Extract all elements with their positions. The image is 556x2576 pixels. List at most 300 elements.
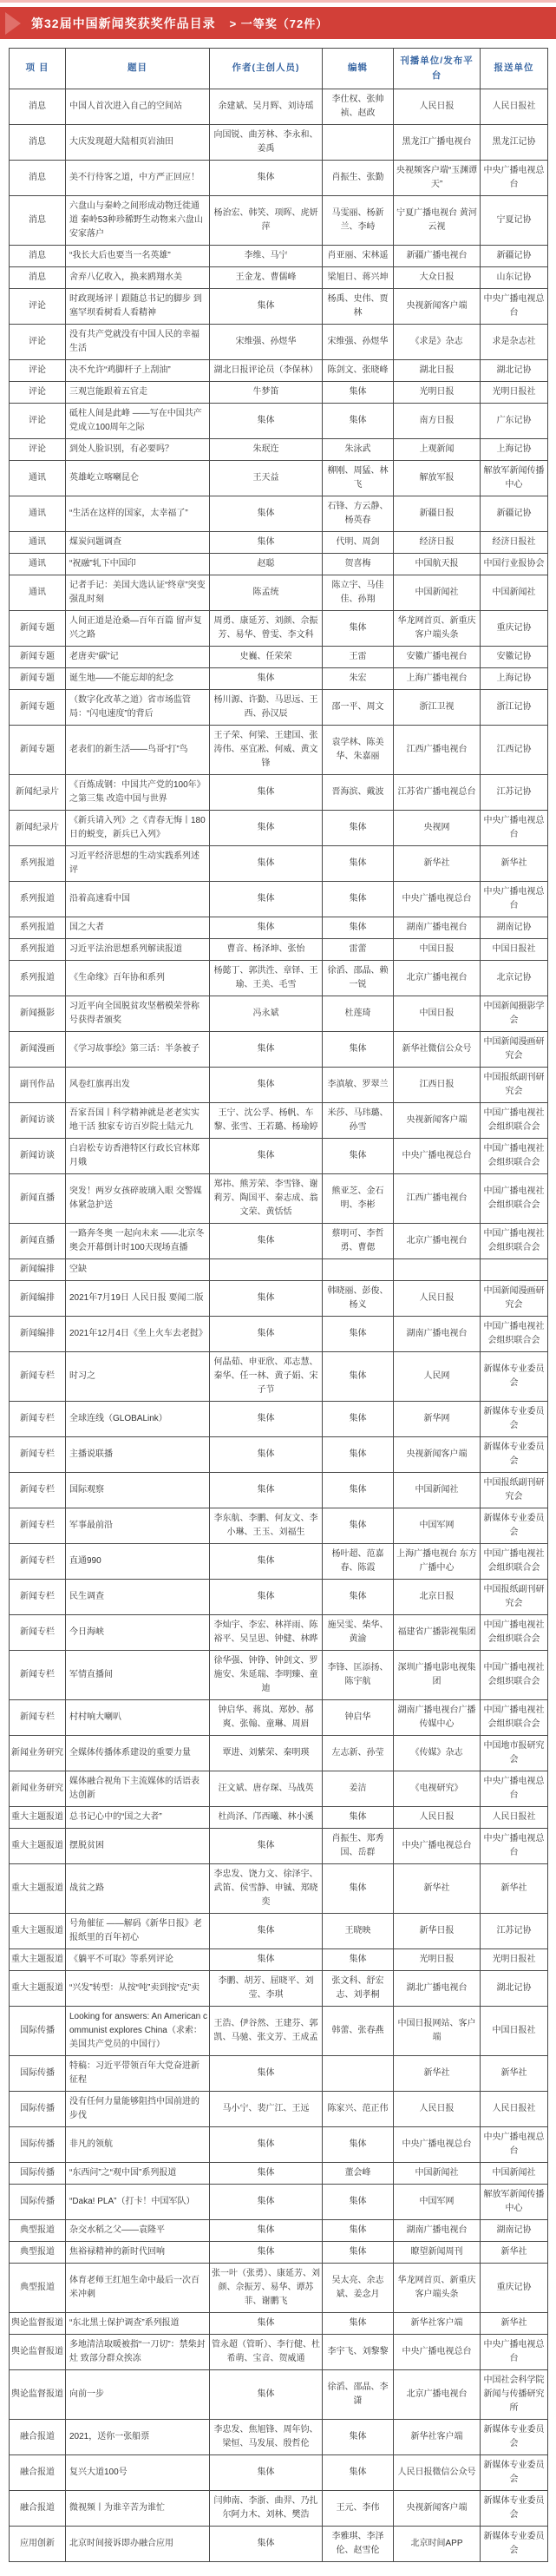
table-row — [10, 1138, 548, 1173]
table-row — [10, 1970, 548, 2006]
table-cell: 集体 — [210, 1913, 323, 1948]
table-cell: 集体 — [210, 2526, 323, 2561]
table-cell: 应用创新 — [10, 2526, 66, 2561]
table-cell: 北京广播电视台 — [394, 1223, 481, 1258]
table-row — [10, 1102, 548, 1138]
table-cell: 新闻专栏 — [10, 1543, 66, 1579]
table-cell: 南方日报 — [394, 403, 481, 438]
table-cell: 中央广播电视总台 — [481, 2126, 548, 2162]
table-cell: 集体 — [210, 1280, 323, 1316]
table-cell: 突发！两岁女孩碎玻璃入眼 交警媒体紧急护送 — [66, 1173, 210, 1223]
table-cell: 华龙网首页、新重庆客户端头条 — [394, 610, 481, 646]
table-row — [10, 553, 548, 575]
table-row — [10, 1806, 548, 1828]
table-cell: 吴太亮、余志斌、姜念月 — [323, 2263, 394, 2312]
table-row — [10, 2006, 548, 2055]
table-cell: 新华社 — [394, 1863, 481, 1913]
table-cell: 新华社微信公众号 — [394, 1031, 481, 1067]
table-cell: 新闻专栏 — [10, 1579, 66, 1614]
table-cell: 中央广播电视总台 — [481, 160, 548, 195]
table-cell: 《百炼成钢：中国共产党的100年》之第三集 改造中国与世界 — [66, 774, 210, 810]
table-cell: 李滇敏、罗翠兰 — [323, 1067, 394, 1102]
table-cell: 钟启华、蒋岚、郑妙、郝爽、张翰、童琳、周眉 — [210, 1699, 323, 1735]
table-cell: 王元、李伟 — [323, 2490, 394, 2526]
table-cell: 朱泳武 — [323, 438, 394, 460]
column-header-2: 作者(主创人员) — [210, 49, 323, 89]
table-cell: 人民日报 — [394, 89, 481, 124]
table-cell: 上海广播电视台 东方广播中心 — [394, 1543, 481, 1579]
table-cell: 杨懿丁、郭洪泩、章铎、王瑜、王美、毛雪 — [210, 960, 323, 996]
table-cell: 王浩、伊谷然、王建芬、郭凯、马驰、张文芳、王成孟 — [210, 2006, 323, 2055]
table-cell: 肖亚丽、宋林遥 — [323, 245, 394, 266]
table-cell: 消息 — [10, 124, 66, 160]
table-cell: 新疆记协 — [481, 496, 548, 531]
table-cell: 新闻纪录片 — [10, 774, 66, 810]
table-cell: 江苏记协 — [481, 1913, 548, 1948]
table-cell: 中央广播电视总台 — [394, 1138, 481, 1173]
table-cell: 北京记协 — [481, 960, 548, 996]
table-cell: 人民日报微信公众号 — [394, 2454, 481, 2490]
table-cell: 覃进、刘紫荣、秦明瑛 — [210, 1735, 323, 1771]
table-cell: 集体 — [323, 1806, 394, 1828]
table-cell: 摆脱贫困 — [66, 1828, 210, 1863]
table-cell: 老表们的新生活——鸟哥“打”鸟 — [66, 725, 210, 774]
table-cell: 北京时间接诉即办融合应用 — [66, 2526, 210, 2561]
table-cell: 中国军网 — [394, 2184, 481, 2219]
table-cell: 重大主题报道 — [10, 1948, 66, 1970]
table-cell: 米莎、马玮璐、孙雪 — [323, 1102, 394, 1138]
table-cell: 北京日报 — [394, 1579, 481, 1614]
table-cell: 新闻专题 — [10, 646, 66, 667]
table-cell: 张一叶（张勇）、康延芳、刘颜、佘振芳、易华、谭苏菲、谢鹏飞 — [210, 2263, 323, 2312]
table-cell: 国际传播 — [10, 2006, 66, 2055]
table-cell: 姜洁 — [323, 1771, 394, 1806]
table-cell: 煤炭问题调查 — [66, 531, 210, 553]
table-cell: 2021年12月4日《坐上火车去老挝》 — [66, 1316, 210, 1351]
table-cell: 集体 — [323, 1508, 394, 1543]
table-row — [10, 2126, 548, 2162]
table-cell: 评论 — [10, 438, 66, 460]
table-cell: 重庆记协 — [481, 610, 548, 646]
table-cell: 陈孟统 — [210, 575, 323, 610]
column-header-0: 项 目 — [10, 49, 66, 89]
table-cell: 北京广播电视台 — [394, 2369, 481, 2419]
table-cell: 新闻专栏 — [10, 1508, 66, 1543]
breadcrumb-first-prize[interactable]: > 一等奖（72件） — [229, 17, 329, 30]
table-cell: 中国社会科学院新闻与传播研究所 — [481, 2369, 548, 2419]
table-row — [10, 2419, 548, 2454]
table-cell: 上海记协 — [481, 438, 548, 460]
table-cell: 新华社客户端 — [394, 2312, 481, 2334]
table-cell: 系列报道 — [10, 917, 66, 938]
table-cell: 六盘山与秦岭之间形成动物迁徙通道 秦岭53种珍稀野生动物来六盘山安家落户 — [66, 195, 210, 245]
table-cell: 中国日报社 — [481, 938, 548, 960]
table-cell: 消息 — [10, 245, 66, 266]
table-cell: 集体 — [210, 403, 323, 438]
table-cell: 集体 — [323, 1579, 394, 1614]
table-cell: 向国锐、曲芳林、李永和、姜禹 — [210, 124, 323, 160]
table-cell: 复兴大道100号 — [66, 2454, 210, 2490]
table-cell: 中央广播电视总台 — [394, 881, 481, 917]
table-cell: 中国新闻社 — [394, 575, 481, 610]
table-cell: 余建斌、吴月辉、刘诗瑶 — [210, 89, 323, 124]
table-cell: 何晶茹、申亚欣、邓志慧、秦华、任一林、黄子娟、宋子节 — [210, 1351, 323, 1401]
table-cell: 王晓映 — [323, 1913, 394, 1948]
table-row — [10, 2526, 548, 2561]
table-cell: 集体 — [210, 1472, 323, 1508]
table-cell: 舆论监督报道 — [10, 2369, 66, 2419]
table-cell: 徐滔、邵晶、李潇 — [323, 2369, 394, 2419]
table-cell: 新华社客户端 — [394, 2419, 481, 2454]
table-cell: 新媒体专业委员会 — [481, 1401, 548, 1436]
table-cell: 新闻业务研究 — [10, 1771, 66, 1806]
table-cell: 湖南广播电视台 — [394, 2219, 481, 2241]
table-cell: 国际传播 — [10, 2162, 66, 2184]
table-cell: 李宇飞、刘黎黎 — [323, 2334, 394, 2369]
table-cell: 施吴雯、柴华、黄渝 — [323, 1614, 394, 1650]
table-cell: 典型报道 — [10, 2241, 66, 2263]
table-cell: 集体 — [323, 2241, 394, 2263]
table-cell: 求是杂志社 — [481, 324, 548, 359]
table-row — [10, 1067, 548, 1102]
table-cell: 没有共产党就没有中国人民的幸福生活 — [66, 324, 210, 359]
table-cell: 英雄屹立喀喇昆仑 — [66, 460, 210, 496]
table-cell: 新华社 — [481, 845, 548, 881]
table-cell: 徐华强、钟铮、钟剑文、罗施安、朱延瑞、李明臻、童迪 — [210, 1650, 323, 1699]
table-cell: 新闻专题 — [10, 689, 66, 725]
table-cell: 光明日报社 — [481, 1948, 548, 1970]
table-cell: 李维、马宁 — [210, 245, 323, 266]
table-cell: 集体 — [323, 1316, 394, 1351]
table-cell: 通讯 — [10, 531, 66, 553]
table-cell: 杜尚泽、邝西曦、林小溪 — [210, 1806, 323, 1828]
table-cell: 湖南广播电视台 — [394, 1316, 481, 1351]
table-cell: 集体 — [323, 2454, 394, 2490]
table-cell: 肖振生、张勤 — [323, 160, 394, 195]
table-cell: 经济日报 — [394, 531, 481, 553]
table-cell: 浙江卫视 — [394, 689, 481, 725]
table-cell: 中国新闻社 — [481, 575, 548, 610]
table-cell: 特稿：习近平带领百年大党奋进新征程 — [66, 2055, 210, 2091]
table-cell: “祝融”轧下中国印 — [66, 553, 210, 575]
table-cell: 郑祎、熊芳荣、李雪锋、谢莉芳、陶国平、秦志成、翁文荣、黄恬恬 — [210, 1173, 323, 1223]
table-cell: 中国日报 — [394, 996, 481, 1031]
table-cell: 中国广播电视社会组织联合会 — [481, 1102, 548, 1138]
table-cell: 赵聪 — [210, 553, 323, 575]
table-cell: 杨禹、史伟、贾林 — [323, 288, 394, 324]
table-cell: “兴发”转型：从按“吨”卖到按“克”卖 — [66, 1970, 210, 2006]
table-cell: 湖北日报 — [394, 359, 481, 381]
table-cell: 马小宁、裴广江、王远 — [210, 2091, 323, 2126]
table-cell: 王金龙、曹儒峰 — [210, 266, 323, 288]
table-cell: 曹音、杨泽坤、张怡 — [210, 938, 323, 960]
table-cell: 中国广播电视社会组织联合会 — [481, 1543, 548, 1579]
table-cell: 新华社 — [481, 2241, 548, 2263]
table-cell: 新闻专栏 — [10, 1699, 66, 1735]
table-cell: 集体 — [210, 2369, 323, 2419]
table-cell: 新闻业务研究 — [10, 1735, 66, 1771]
table-cell: 微视频丨为谁辛苦为谁忙 — [66, 2490, 210, 2526]
table-cell: 上海广播电视台 — [394, 667, 481, 689]
table-cell: 号角催征 ——解码《新华日报》老报纸里的百年初心 — [66, 1913, 210, 1948]
arrow-right-icon — [5, 12, 21, 35]
table-row — [10, 324, 548, 359]
table-cell: 时政现场评丨跟随总书记的脚步 到塞罕坝看树看人看精神 — [66, 288, 210, 324]
table-cell: 《生命缘》百年协和系列 — [66, 960, 210, 996]
table-cell: 中国日报网站、客户端 — [394, 2006, 481, 2055]
table-cell: 新媒体专业委员会 — [481, 2490, 548, 2526]
table-cell: 人民网 — [394, 1351, 481, 1401]
table-cell: 山东记协 — [481, 266, 548, 288]
table-row — [10, 160, 548, 195]
table-row — [10, 460, 548, 496]
table-cell: 老唐卖“碳”记 — [66, 646, 210, 667]
table-cell: 陈家兴、范正伟 — [323, 2091, 394, 2126]
table-row — [10, 1436, 548, 1472]
table-cell: 中央广播电视总台 — [481, 288, 548, 324]
table-cell: 中国新闻漫画研究会 — [481, 1280, 548, 1316]
table-cell: 中国航天报 — [394, 553, 481, 575]
table-cell: 福建省广播影视集团 — [394, 1614, 481, 1650]
table-cell: 集体 — [210, 1828, 323, 1863]
table-cell: 体育老师王红旭生命中最后一次百米冲刺 — [66, 2263, 210, 2312]
table-cell: 2021年7月19日 人民日报 要闻二版 — [66, 1280, 210, 1316]
table-row — [10, 610, 548, 646]
page-header — [0, 7, 556, 39]
table-cell: 解放军新闻传播中心 — [481, 2184, 548, 2219]
table-cell: 全媒体传播体系建设的重要力量 — [66, 1735, 210, 1771]
table-cell: 宁夏广播电视台 黄河云视 — [394, 195, 481, 245]
table-row — [10, 1351, 548, 1401]
table-cell: 新闻漫画 — [10, 1031, 66, 1067]
table-cell: 央视新闻客户端 — [394, 1436, 481, 1472]
table-cell: 新闻专题 — [10, 667, 66, 689]
table-cell: 评论 — [10, 403, 66, 438]
table-cell: 周勇、康延芳、刘颜、佘振芳、易华、曾雯、李文科 — [210, 610, 323, 646]
table-cell: 中央广播电视总台 — [481, 810, 548, 845]
table-cell: 杨治宏、韩笑、项晖、虎妍萍 — [210, 195, 323, 245]
table-cell: “Daka! PLA”（打卡！中国军队） — [66, 2184, 210, 2219]
table-cell: 央视新闻客户端 — [394, 288, 481, 324]
table-cell: 江西广播电视台 — [394, 1173, 481, 1223]
table-cell: 集体 — [210, 1401, 323, 1436]
table-cell: 集体 — [210, 531, 323, 553]
table-cell: 一路奔冬奥 一起向未来 ——北京冬奥会开幕倒计时100天现场直播 — [66, 1223, 210, 1258]
table-cell: 央视频客户端“玉渊谭天” — [394, 160, 481, 195]
table-cell — [323, 2055, 394, 2091]
table-cell: 空缺 — [66, 1258, 210, 1280]
table-cell: 新媒体专业委员会 — [481, 1436, 548, 1472]
table-cell: 副刊作品 — [10, 1067, 66, 1102]
table-cell: 村村响大喇叭 — [66, 1699, 210, 1735]
table-cell: 沿着高速看中国 — [66, 881, 210, 917]
table-cell: 央视新闻客户端 — [394, 1102, 481, 1138]
table-cell: 新媒体专业委员会 — [481, 2526, 548, 2561]
table-cell: 人民日报 — [394, 1280, 481, 1316]
table-cell: 集体 — [210, 667, 323, 689]
table-row — [10, 810, 548, 845]
table-cell: 新华网 — [394, 1401, 481, 1436]
table-row — [10, 1173, 548, 1223]
table-cell: 评论 — [10, 288, 66, 324]
table-cell: 新闻专栏 — [10, 1472, 66, 1508]
table-cell: 新疆记协 — [481, 245, 548, 266]
table-cell: 宋维强、孙煜华 — [323, 324, 394, 359]
table-cell: 湖南广播电视台 — [394, 917, 481, 938]
table-cell: 新华社 — [394, 845, 481, 881]
table-cell: 大众日报 — [394, 266, 481, 288]
table-row — [10, 667, 548, 689]
table-row — [10, 646, 548, 667]
table-cell: 集体 — [323, 381, 394, 403]
table-cell: 安徽记协 — [481, 646, 548, 667]
awards-table-container — [9, 48, 547, 2562]
table-cell: 消息 — [10, 160, 66, 195]
table-cell: 砥柱人间是此峰 ——写在中国共产党成立100周年之际 — [66, 403, 210, 438]
table-cell: “东西问”之“观中国”系列报道 — [66, 2162, 210, 2184]
table-cell: 集体 — [210, 160, 323, 195]
table-cell: 陈立宇、马佳佳、孙翔 — [323, 575, 394, 610]
table-cell: 2021，送你一张船票 — [66, 2419, 210, 2454]
table-cell — [210, 1258, 323, 1280]
table-cell: 集体 — [323, 1031, 394, 1067]
table-cell: 集体 — [210, 2241, 323, 2263]
table-cell: 新闻直播 — [10, 1223, 66, 1258]
table-cell: 重大主题报道 — [10, 1913, 66, 1948]
table-cell: 北京时间APP — [394, 2526, 481, 2561]
table-cell: 新华社 — [481, 2055, 548, 2091]
table-row — [10, 438, 548, 460]
table-row — [10, 2091, 548, 2126]
table-cell: 湖北记协 — [481, 359, 548, 381]
table-cell: 新闻专栏 — [10, 1401, 66, 1436]
table-cell: 李锋、匡添扬、陈宇航 — [323, 1650, 394, 1699]
table-cell: 多地清洁取暖被指“一刀切”：禁柴封灶 致部分群众挨冻 — [66, 2334, 210, 2369]
table-cell: 人民日报社 — [481, 1806, 548, 1828]
table-cell: 集体 — [210, 2219, 323, 2241]
table-row — [10, 1863, 548, 1913]
table-row — [10, 2162, 548, 2184]
table-cell: （数字化改革之道）省市场监管局：“闪电速度”的背后 — [66, 689, 210, 725]
table-row — [10, 917, 548, 938]
table-cell: 肖振生、郑秀国、岳群 — [323, 1828, 394, 1863]
table-cell: 融合报道 — [10, 2419, 66, 2454]
table-cell: 集体 — [323, 2419, 394, 2454]
table-cell: 融合报道 — [10, 2490, 66, 2526]
table-cell: 国际观察 — [66, 1472, 210, 1508]
table-cell: 习近平经济思想的生动实践系列述评 — [66, 845, 210, 881]
table-cell: 央视新闻客户端 — [394, 2490, 481, 2526]
table-cell: 李仕权、张帅祯、赵政 — [323, 89, 394, 124]
table-row — [10, 1031, 548, 1067]
table-cell: 北京广播电视台 — [394, 960, 481, 996]
table-cell: 李忠发、焦旭锋、周年钧、梁恒、马发展、殷哲伦 — [210, 2419, 323, 2454]
table-cell: 央视网 — [394, 810, 481, 845]
table-cell: 江西日报 — [394, 1067, 481, 1102]
table-cell: 系列报道 — [10, 960, 66, 996]
table-cell: 集体 — [210, 1031, 323, 1067]
table-cell: 中国地市报研究会 — [481, 1735, 548, 1771]
table-cell: 军事最前沿 — [66, 1508, 210, 1543]
table-cell: 新华社 — [481, 1863, 548, 1913]
table-cell: 大庆发现超大陆相页岩油田 — [66, 124, 210, 160]
table-cell: 江西记协 — [481, 725, 548, 774]
table-cell: 新闻专栏 — [10, 1614, 66, 1650]
table-row — [10, 2184, 548, 2219]
table-row — [10, 2490, 548, 2526]
table-cell: 国之大者 — [66, 917, 210, 938]
table-cell: 通讯 — [10, 553, 66, 575]
table-cell: 广东记协 — [481, 403, 548, 438]
table-cell: 没有任何力量能够阻挡中国前进的步伐 — [66, 2091, 210, 2126]
table-cell: 新闻编排 — [10, 1258, 66, 1280]
table-cell: 中国广播电视社会组织联合会 — [481, 1316, 548, 1351]
table-cell — [394, 1258, 481, 1280]
table-cell: 李忠发、饶力文、徐泽宇、武笛、侯雪静、申铖、郑晓奕 — [210, 1863, 323, 1913]
table-cell: 新媒体专业委员会 — [481, 1351, 548, 1401]
table-cell: 解放军报 — [394, 460, 481, 496]
table-cell: 战贫之路 — [66, 1863, 210, 1913]
table-cell: 集体 — [323, 1401, 394, 1436]
table-cell: 中央广播电视总台 — [481, 1771, 548, 1806]
table-cell: 到处人脸识别，有必要吗？ — [66, 438, 210, 460]
table-cell: 集体 — [323, 917, 394, 938]
table-cell: 袁学林、陈美华、朱嘉丽 — [323, 725, 394, 774]
table-cell: 集体 — [210, 2454, 323, 2490]
table-cell: 集体 — [210, 1138, 323, 1173]
table-cell: 总书记心中的“国之大者” — [66, 1806, 210, 1828]
table-cell: 蔡明可、李哲勇、曹偲 — [323, 1223, 394, 1258]
table-cell: 决不允许“鸡脚杆子上刮油” — [66, 359, 210, 381]
table-row — [10, 1948, 548, 1970]
table-row — [10, 124, 548, 160]
table-row — [10, 266, 548, 288]
table-cell: 舆论监督报道 — [10, 2334, 66, 2369]
table-row — [10, 245, 548, 266]
table-cell: 中国新闻社 — [394, 2162, 481, 2184]
table-cell: 晋海滨、戴波 — [323, 774, 394, 810]
table-cell: 中国广播电视社会组织联合会 — [481, 1138, 548, 1173]
table-cell: 焦裕禄精神的新时代回响 — [66, 2241, 210, 2263]
table-cell: 贺喜梅 — [323, 553, 394, 575]
table-cell: 华龙网首页、新重庆客户端头条 — [394, 2263, 481, 2312]
table-cell: 中国广播电视社会组织联合会 — [481, 1614, 548, 1650]
table-cell: 通讯 — [10, 496, 66, 531]
table-cell: 中国军网 — [394, 1508, 481, 1543]
table-row — [10, 89, 548, 124]
table-cell: 重大主题报道 — [10, 1970, 66, 2006]
table-row — [10, 1508, 548, 1543]
table-cell: 中国广播电视社会组织联合会 — [481, 1173, 548, 1223]
table-row — [10, 960, 548, 996]
table-cell: 吾家吾国丨科学精神就是老老实实地干活 独家专访百岁院士陆元九 — [66, 1102, 210, 1138]
table-cell: 新闻专栏 — [10, 1351, 66, 1401]
table-row — [10, 2334, 548, 2369]
table-cell: 新闻直播 — [10, 1173, 66, 1223]
table-row — [10, 1258, 548, 1280]
table-cell: 冯永斌 — [210, 996, 323, 1031]
table-cell: 集体 — [210, 2184, 323, 2219]
table-cell: 集体 — [323, 881, 394, 917]
table-cell: 集体 — [323, 1948, 394, 1970]
table-cell: 集体 — [210, 1543, 323, 1579]
table-cell: 中央广播电视总台 — [481, 2334, 548, 2369]
table-row — [10, 1579, 548, 1614]
table-cell: 王天益 — [210, 460, 323, 496]
table-cell: 湖南广播电视台广播传媒中心 — [394, 1699, 481, 1735]
table-cell: 集体 — [210, 810, 323, 845]
table-cell: 浙江记协 — [481, 689, 548, 725]
